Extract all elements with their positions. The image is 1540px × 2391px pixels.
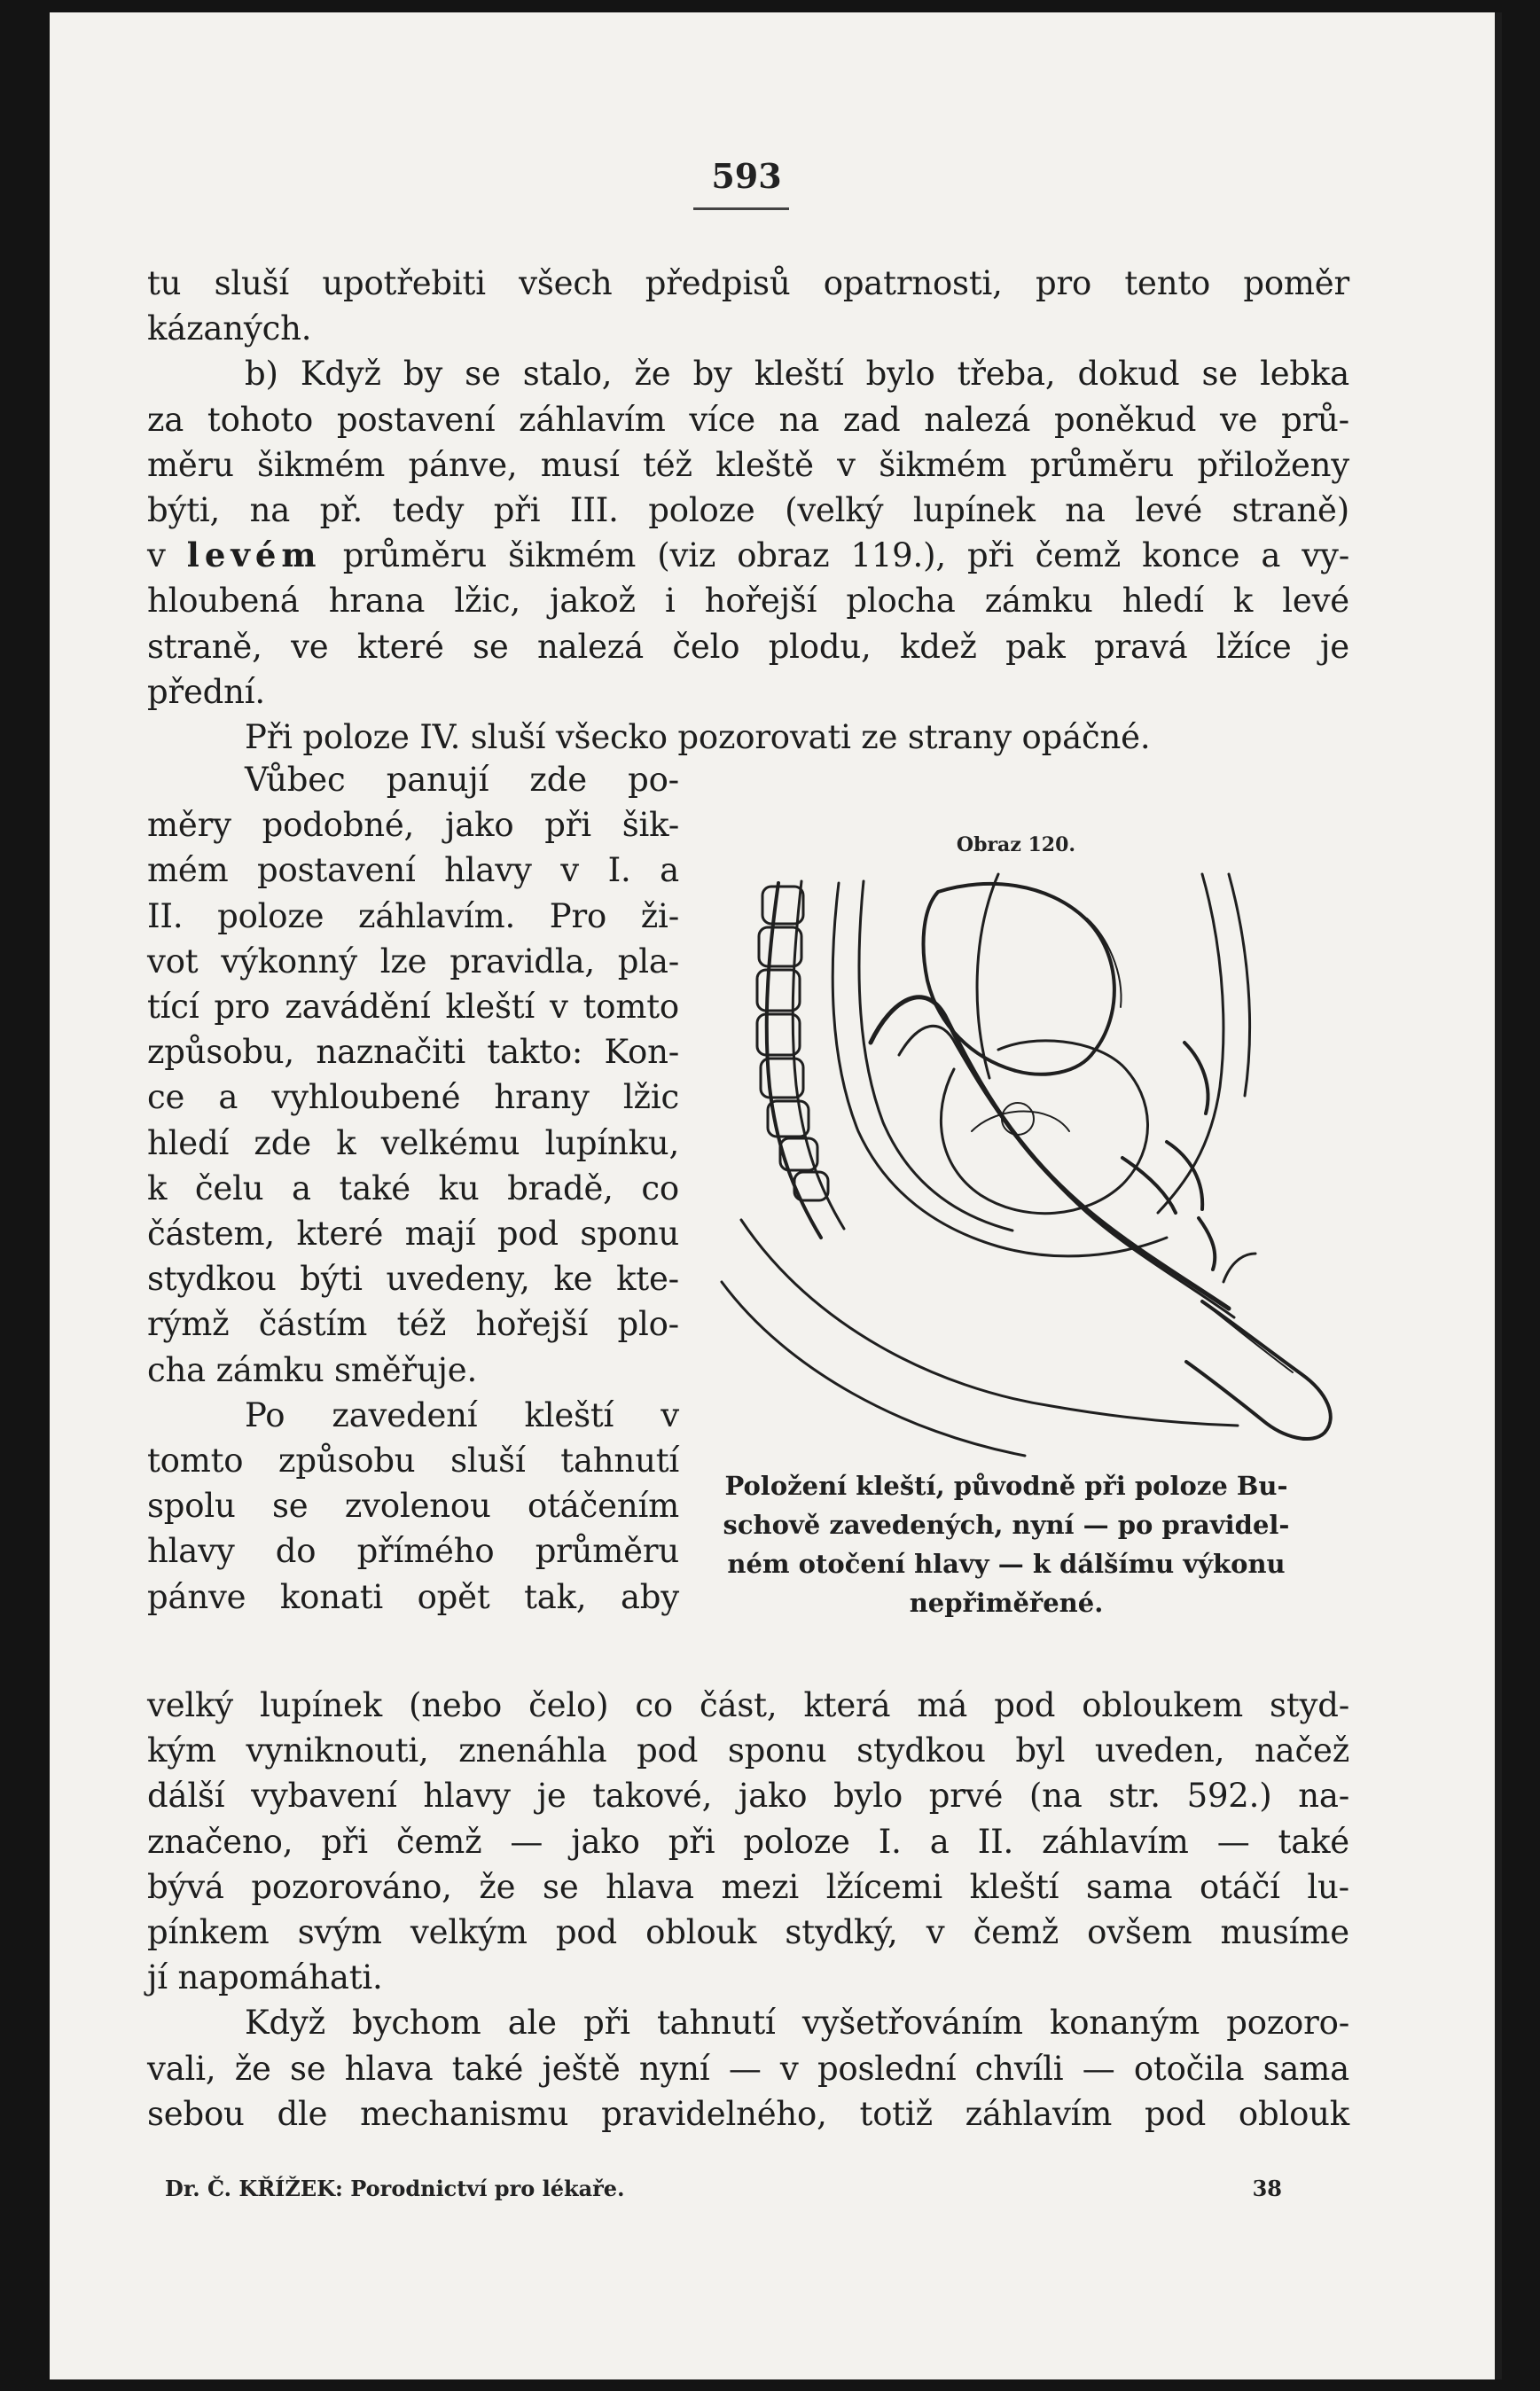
text-line: měry podobné, jako při šik-	[147, 806, 679, 845]
page-edge	[1495, 12, 1502, 2379]
caption-line: nepřiměřené.	[909, 1588, 1104, 1618]
text-line: měru šikmém pánve, musí též kleště v šikmém průměru přiloženy	[147, 445, 1349, 484]
footer-sheet-number: 38	[1252, 2176, 1282, 2201]
text-line: pínkem svým velkým pod oblouk stydký, v čemž ovšem musíme	[147, 1913, 1349, 1952]
text-line: velký lupínek (nebo čelo) co část, která má pod obloukem styd-	[147, 1686, 1349, 1724]
text-fragment: v	[147, 536, 166, 575]
text-line: hlavy do přímého průměru	[147, 1532, 679, 1571]
text-line: tu sluší upotřebiti všech předpisů opatrnosti, pro tento poměr	[147, 264, 1349, 302]
text-line: kým vyniknouti, znenáhla pod sponu stydkou byl uveden, načež	[147, 1731, 1349, 1770]
text-line: Po zavedení kleští v	[245, 1395, 679, 1434]
figure-caption	[683, 1466, 1330, 1622]
text-line: II. poloze záhlavím. Pro ži-	[147, 896, 679, 935]
page-number-rule	[693, 207, 789, 210]
text-line: straně, ve které se nalezá čelo plodu, kdež pak pravá lžíce je	[147, 627, 1349, 666]
text-line: způsobu, naznačiti takto: Kon-	[147, 1033, 679, 1072]
text-line: pánve konati opět tak, aby	[147, 1577, 679, 1616]
text-line: jí napomáhati.	[147, 1958, 383, 1997]
top-text-block	[147, 261, 1349, 760]
text-line: Při poloze IV. sluší všecko pozorovati ze strany opáčné.	[245, 718, 1151, 757]
text-line: částem, které mají pod sponu	[147, 1215, 679, 1254]
text-line: rýmž částím též hořejší plo-	[147, 1305, 679, 1344]
footer-author: Dr. Č. KŘÍŽEK: Porodnictví pro lékaře.	[165, 2176, 625, 2201]
page-footer	[165, 2176, 1282, 2206]
text-line: k čelu a také ku bradě, co	[147, 1168, 679, 1207]
text-line: vali, že se hlava také ještě nyní — v poslední chvíli — otočila sama	[147, 2049, 1349, 2088]
text-line: b) Když by se stalo, že by kleští bylo třeba, dokud se lebka	[245, 355, 1349, 394]
forceps-illustration	[706, 865, 1344, 1468]
text-line: tící pro zavádění kleští v tomto	[147, 988, 679, 1027]
text-line: značeno, při čemž — jako při poloze I. a II. záhlavím — také	[147, 1822, 1349, 1861]
text-line: kázaných.	[147, 309, 312, 348]
text-line: sebou dle mechanismu pravidelného, totiž záhlavím pod oblouk	[147, 2094, 1349, 2133]
text-line: bývá pozorováno, že se hlava mezi lžícemi kleští sama otáčí lu-	[147, 1867, 1349, 1906]
text-line: cha zámku směřuje.	[147, 1350, 478, 1389]
text-line: býti, na př. tedy při III. poloze (velký lupínek na levé straně)	[147, 491, 1349, 530]
text-line: dálší vybavení hlavy je takové, jako bylo prvé (na str. 592.) na-	[147, 1777, 1349, 1816]
page-number: 593	[711, 156, 782, 196]
book-page	[50, 12, 1502, 2379]
text-line: tomto způsobu sluší tahnutí	[147, 1442, 679, 1481]
text-line: hloubená hrana lžic, jakož i hořejší plocha zámku hledí k levé	[147, 582, 1349, 621]
text-line: za tohoto postavení záhlavím více na zad nalezá poněkud ve prů-	[147, 400, 1349, 439]
text-fragment: průměru šikmém (viz obraz 119.), při čemž konce a vy-	[342, 536, 1350, 575]
caption-line: schově zavedených, nyní — po pravidel-	[723, 1510, 1290, 1540]
text-line	[147, 533, 1349, 578]
emphasized-word: levém	[186, 535, 322, 575]
text-line: mém postavení hlavy v I. a	[147, 851, 679, 890]
text-line: spolu se zvolenou otáčením	[147, 1487, 679, 1526]
figure-label: Obraz 120.	[956, 833, 1076, 856]
text-line: hledí zde k velkému lupínku,	[147, 1123, 679, 1162]
text-line: vot výkonný lze pravidla, pla-	[147, 942, 679, 981]
caption-line: ném otočení hlavy — k dálšímu výkonu	[727, 1549, 1286, 1579]
text-line: Vůbec panují zde po-	[245, 761, 679, 799]
text-line: stydkou býti uvedeny, ke kte-	[147, 1260, 679, 1299]
caption-line: Položení kleští, původně při poloze Bu-	[724, 1471, 1288, 1501]
text-line: Když bychom ale při tahnutí vyšetřováním konaným pozoro-	[245, 2004, 1349, 2043]
text-line: přední.	[147, 672, 265, 711]
left-column-text	[147, 757, 679, 1620]
bottom-text-block	[147, 1683, 1349, 2137]
text-line: ce a vyhloubené hrany lžic	[147, 1078, 679, 1117]
